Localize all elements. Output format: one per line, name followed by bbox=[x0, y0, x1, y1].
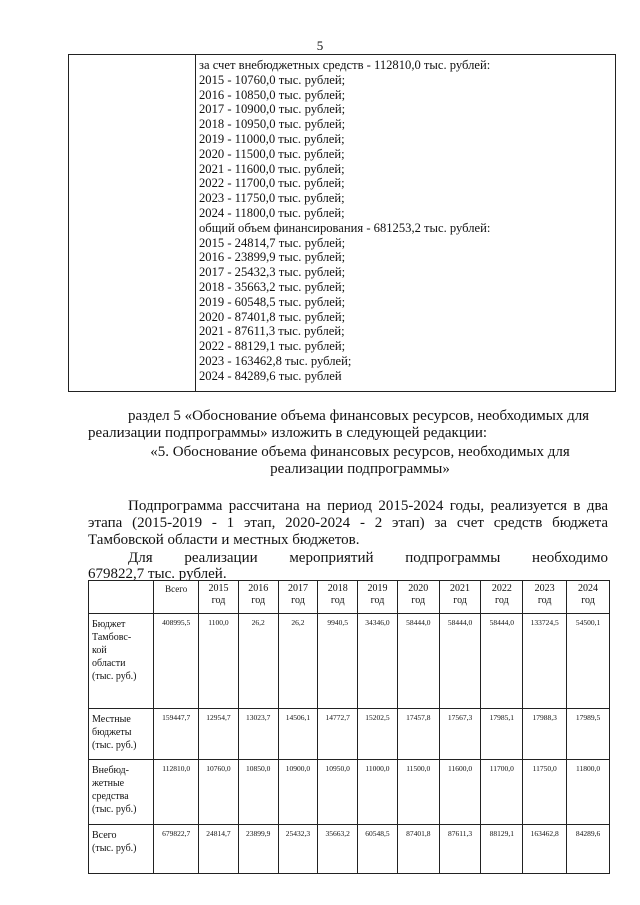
table-cell: 60548,5 bbox=[358, 825, 398, 874]
financing-line: 2020 - 11500,0 тыс. рублей; bbox=[199, 146, 345, 161]
paragraph-period bbox=[88, 498, 608, 549]
header-year-word: год bbox=[495, 595, 509, 606]
header-year-number: 2015 bbox=[208, 583, 229, 594]
row-label bbox=[89, 614, 154, 709]
table-cell: 17989,5 bbox=[567, 709, 610, 760]
row-label-line: (тыс. руб.) bbox=[92, 804, 137, 815]
row-label-line: Тамбовс- bbox=[92, 632, 132, 643]
financing-line: 2022 - 88129,1 тыс. рублей; bbox=[199, 339, 346, 354]
table-cell: 17457,8 bbox=[397, 709, 439, 760]
financing-line: 2015 - 10760,0 тыс. рублей; bbox=[199, 72, 346, 87]
row-label-line: жетные bbox=[92, 778, 125, 789]
financing-line: 2022 - 11700,0 тыс. рублей; bbox=[199, 176, 345, 191]
financing-line: 2021 - 87611,3 тыс. рублей; bbox=[199, 324, 345, 339]
header-year-word: год bbox=[251, 595, 266, 606]
table-cell: 24814,7 bbox=[199, 825, 239, 874]
table-cell: 11750,0 bbox=[523, 760, 567, 825]
row-label-line: Местные bbox=[92, 714, 131, 725]
financing-line: 2024 - 11800,0 тыс. рублей; bbox=[199, 205, 345, 220]
financing-line: 2023 - 11750,0 тыс. рублей; bbox=[199, 191, 345, 206]
row-label-line: (тыс. руб.) bbox=[92, 843, 137, 854]
header-year-word: год bbox=[581, 595, 595, 606]
section-title-text: «5. Обоснование объема финансовых ресурсов, необходимых для реализации подпрограммы» bbox=[150, 444, 570, 477]
header-year-number: 2021 bbox=[450, 583, 471, 594]
page-number: 5 bbox=[316, 38, 324, 53]
table-cell: 58444,0 bbox=[439, 614, 481, 709]
table-cell: 17985,1 bbox=[481, 709, 523, 760]
row-label-line: (тыс. руб.) bbox=[92, 740, 137, 751]
table-cell: 26,2 bbox=[278, 614, 318, 709]
row-label-line: бюджеты bbox=[92, 727, 132, 738]
header-year-word: год bbox=[453, 595, 467, 606]
table-cell: 14506,1 bbox=[278, 709, 318, 760]
table-cell: 87401,8 bbox=[397, 825, 439, 874]
table-cell: 11700,0 bbox=[481, 760, 523, 825]
word: мероприятий bbox=[289, 550, 374, 566]
financing-line: 2021 - 11600,0 тыс. рублей; bbox=[199, 161, 345, 176]
table-cell: 13023,7 bbox=[238, 709, 278, 760]
financing-line: 2019 - 60548,5 тыс. рублей; bbox=[199, 294, 346, 309]
table-cell: 11800,0 bbox=[567, 760, 610, 825]
table-cell: 54500,1 bbox=[567, 614, 610, 709]
header-year-number: 2019 bbox=[367, 583, 388, 594]
word: Для bbox=[128, 550, 153, 566]
table-cell: 12954,7 bbox=[199, 709, 239, 760]
table-cell: 17567,3 bbox=[439, 709, 481, 760]
table-cell: 35663,2 bbox=[318, 825, 358, 874]
table-row bbox=[89, 614, 610, 709]
table-cell: 88129,1 bbox=[481, 825, 523, 874]
header-year bbox=[397, 581, 439, 614]
row-label-line: (тыс. руб.) bbox=[92, 671, 137, 682]
table-cell: 10950,0 bbox=[318, 760, 358, 825]
header-year bbox=[523, 581, 567, 614]
header-total: Всего bbox=[154, 581, 199, 614]
table-cell: 9940,5 bbox=[318, 614, 358, 709]
header-empty-cell bbox=[89, 581, 154, 614]
section-title bbox=[140, 444, 580, 478]
financing-line: 2017 - 10900,0 тыс. рублей; bbox=[199, 102, 346, 117]
header-year bbox=[358, 581, 398, 614]
table-row bbox=[89, 709, 610, 760]
header-year bbox=[278, 581, 318, 614]
section-intro bbox=[88, 408, 608, 442]
table-cell: 11500,0 bbox=[397, 760, 439, 825]
table-cell: 11000,0 bbox=[358, 760, 398, 825]
header-year-number: 2020 bbox=[408, 583, 429, 594]
header-year-word: год bbox=[291, 595, 305, 606]
financing-line: 2017 - 25432,3 тыс. рублей; bbox=[199, 265, 346, 280]
row-label bbox=[89, 760, 154, 825]
header-year bbox=[481, 581, 523, 614]
header-year-number: 2023 bbox=[534, 583, 555, 594]
paragraph-funding-line1 bbox=[128, 550, 608, 567]
header-year bbox=[199, 581, 239, 614]
word: подпрограммы bbox=[405, 550, 501, 566]
header-year-word: год bbox=[537, 595, 552, 606]
financing-lines bbox=[199, 58, 490, 384]
table-cell: 133724,5 bbox=[523, 614, 567, 709]
financing-table bbox=[88, 580, 610, 874]
word: реализации bbox=[184, 550, 258, 566]
row-label-line: Бюджет bbox=[92, 619, 126, 630]
table-row bbox=[89, 825, 610, 874]
header-year-word: год bbox=[370, 595, 385, 606]
financing-line: 2018 - 35663,2 тыс. рублей; bbox=[199, 279, 346, 294]
table-cell: 112810,0 bbox=[154, 760, 199, 825]
header-year-number: 2017 bbox=[287, 583, 308, 594]
empty-label-cell bbox=[69, 55, 196, 391]
table-header-row bbox=[89, 581, 610, 614]
table-cell: 1100,0 bbox=[199, 614, 239, 709]
section-intro-text: раздел 5 «Обоснование объема финансовых ресурсов, необходимых для реализации подпрограммы» изложить в следующей редакции: bbox=[88, 408, 590, 441]
financing-line: 2016 - 23899,9 тыс. рублей; bbox=[199, 250, 346, 265]
financing-line: общий объем финансирования - 681253,2 тыс. рублей: bbox=[199, 220, 491, 235]
header-year-word: год bbox=[211, 595, 226, 606]
header-year-number: 2016 bbox=[248, 583, 269, 594]
table-cell: 23899,9 bbox=[238, 825, 278, 874]
table-cell: 10760,0 bbox=[199, 760, 239, 825]
table-cell: 10850,0 bbox=[238, 760, 278, 825]
header-year-number: 2024 bbox=[578, 583, 599, 594]
table-cell: 84289,6 bbox=[567, 825, 610, 874]
row-label bbox=[89, 709, 154, 760]
word: необходимо bbox=[532, 550, 608, 566]
table-cell: 163462,8 bbox=[523, 825, 567, 874]
financing-line: 2020 - 87401,8 тыс. рублей; bbox=[199, 309, 346, 324]
header-year bbox=[238, 581, 278, 614]
header-year-number: 2018 bbox=[327, 583, 348, 594]
financing-line: 2023 - 163462,8 тыс. рублей; bbox=[199, 353, 352, 368]
table-cell: 25432,3 bbox=[278, 825, 318, 874]
row-label-line: Внебюд- bbox=[92, 765, 129, 776]
row-label-line: средства bbox=[92, 791, 129, 802]
financing-line: 2016 - 10850,0 тыс. рублей; bbox=[199, 87, 346, 102]
header-year bbox=[567, 581, 610, 614]
table-cell: 679822,7 bbox=[154, 825, 199, 874]
table-cell: 408995,5 bbox=[154, 614, 199, 709]
table-cell: 58444,0 bbox=[397, 614, 439, 709]
financing-line: 2015 - 24814,7 тыс. рублей; bbox=[199, 235, 346, 250]
table-cell: 26,2 bbox=[238, 614, 278, 709]
financing-line: 2024 - 84289,6 тыс. рублей bbox=[199, 368, 342, 383]
row-label-line: области bbox=[92, 658, 126, 669]
table-cell: 10900,0 bbox=[278, 760, 318, 825]
funding-total-text: 679822,7 тыс. рублей. bbox=[88, 566, 227, 582]
table-cell: 34346,0 bbox=[358, 614, 398, 709]
financing-line: 2018 - 10950,0 тыс. рублей; bbox=[199, 117, 346, 132]
header-year bbox=[318, 581, 358, 614]
header-year-number: 2022 bbox=[491, 583, 512, 594]
header-year bbox=[439, 581, 481, 614]
row-label-line: кой bbox=[92, 645, 107, 656]
header-year-word: год bbox=[411, 595, 426, 606]
table-cell: 14772,7 bbox=[318, 709, 358, 760]
financing-line: за счет внебюджетных средств - 112810,0 тыс. рублей: bbox=[199, 58, 491, 72]
table-cell: 87611,3 bbox=[439, 825, 481, 874]
table-cell: 58444,0 bbox=[481, 614, 523, 709]
row-label-line: Всего bbox=[92, 830, 117, 841]
financing-line: 2019 - 11000,0 тыс. рублей; bbox=[199, 131, 345, 146]
financing-continuation-table bbox=[68, 54, 616, 392]
table-cell: 159447,7 bbox=[154, 709, 199, 760]
table-cell: 15202,5 bbox=[358, 709, 398, 760]
paragraph-period-text: Подпрограмма рассчитана на период 2015-2024 годы, реализуется в два этапа (2015-2019 - 1 этап, 2020-2024 - 2 этап) за счет средств бюджета Тамбовской области и местных бюджетов. bbox=[88, 498, 608, 548]
table-cell: 11600,0 bbox=[439, 760, 481, 825]
header-year-word: год bbox=[330, 595, 345, 606]
row-label bbox=[89, 825, 154, 874]
table-row bbox=[89, 760, 610, 825]
table-cell: 17988,3 bbox=[523, 709, 567, 760]
